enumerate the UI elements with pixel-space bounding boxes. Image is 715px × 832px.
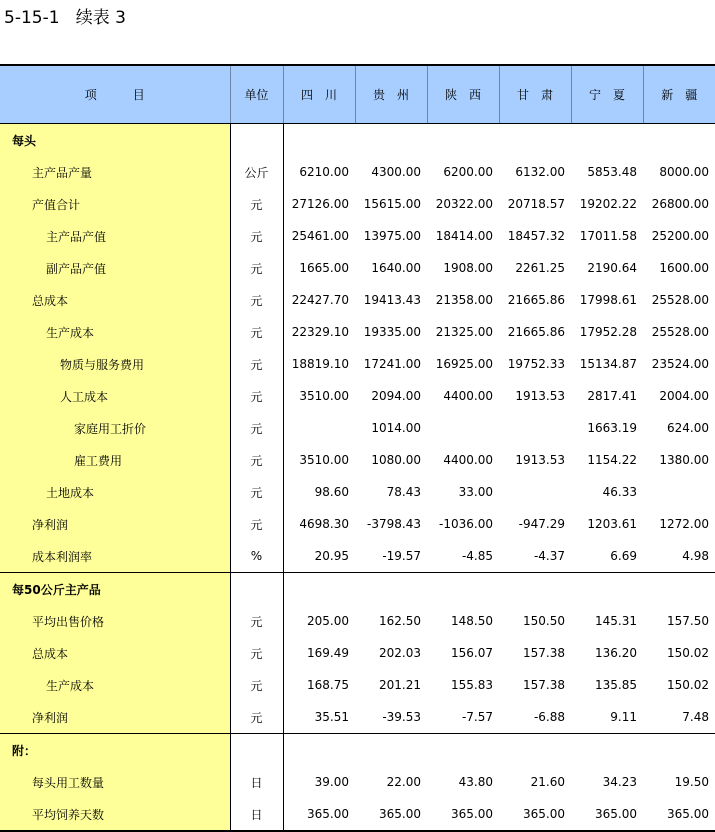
value-cell	[643, 124, 715, 157]
value-cell: 20322.00	[435, 197, 493, 211]
value-cell: 202.03	[379, 646, 421, 660]
header-ningxia: 宁 夏	[571, 65, 643, 124]
value-cell: 365.00	[499, 798, 571, 831]
value-cell	[499, 124, 571, 157]
row-unit: 元	[230, 637, 283, 669]
value-cell: 34.23	[602, 775, 637, 789]
row-unit	[230, 573, 283, 606]
row-label: 家庭用工折价	[0, 412, 230, 444]
row-unit: 元	[230, 444, 283, 476]
row-label: 每头用工数量	[0, 766, 230, 798]
value-cell: 2817.41	[587, 389, 637, 403]
row-unit: 元	[230, 348, 283, 380]
value-cell: 43.80	[458, 775, 493, 789]
header-sichuan: 四 川	[283, 65, 355, 124]
value-cell: 145.31	[595, 614, 637, 628]
table-title: 5-15-1 续表 3	[4, 8, 126, 28]
value-cell: 2094.00	[371, 389, 421, 403]
value-cell: 19202.22	[579, 197, 637, 211]
value-cell	[427, 734, 499, 767]
table-row	[0, 476, 715, 508]
table-row	[0, 444, 715, 476]
table-row	[0, 412, 715, 444]
value-cell	[499, 476, 571, 508]
value-cell: 20718.57	[507, 197, 565, 211]
value-cell	[283, 734, 355, 767]
row-unit: 元	[230, 252, 283, 284]
table-row	[0, 380, 715, 412]
value-cell: -19.57	[382, 549, 421, 563]
table-row	[0, 605, 715, 637]
table-row	[0, 348, 715, 380]
value-cell: 1908.00	[443, 261, 493, 275]
row-unit: 元	[230, 316, 283, 348]
value-cell: 155.83	[451, 678, 493, 692]
value-cell: 156.07	[451, 646, 493, 660]
value-cell: 4698.30	[299, 517, 349, 531]
value-cell: 21.60	[530, 775, 565, 789]
value-cell: 5853.48	[587, 165, 637, 179]
data-table	[0, 64, 715, 832]
table-row	[0, 766, 715, 798]
value-cell: 21325.00	[435, 325, 493, 339]
value-cell: 1154.22	[587, 453, 637, 467]
value-cell: 157.50	[667, 614, 709, 628]
value-cell: 22.00	[386, 775, 421, 789]
row-unit: 元	[230, 508, 283, 540]
value-cell: 6132.00	[515, 165, 565, 179]
value-cell: 21665.86	[507, 325, 565, 339]
section-row	[0, 573, 715, 606]
value-cell: 168.75	[307, 678, 349, 692]
value-cell	[427, 573, 499, 606]
row-unit: 元	[230, 669, 283, 701]
row-unit	[230, 124, 283, 157]
row-unit	[230, 734, 283, 767]
value-cell: -39.53	[382, 710, 421, 724]
value-cell: 162.50	[379, 614, 421, 628]
value-cell	[499, 412, 571, 444]
value-cell: 17011.58	[579, 229, 637, 243]
row-label: 土地成本	[0, 476, 230, 508]
value-cell: 4400.00	[443, 389, 493, 403]
value-cell: -7.57	[461, 710, 493, 724]
value-cell: -3798.43	[367, 517, 421, 531]
row-unit: 日	[230, 798, 283, 831]
value-cell: 365.00	[283, 798, 355, 831]
value-cell: 18457.32	[507, 229, 565, 243]
value-cell: -947.29	[518, 517, 565, 531]
row-unit: 元	[230, 412, 283, 444]
value-cell: 1913.53	[515, 453, 565, 467]
value-cell	[571, 734, 643, 767]
value-cell: 136.20	[595, 646, 637, 660]
value-cell: 6200.00	[443, 165, 493, 179]
value-cell	[643, 573, 715, 606]
value-cell: 1665.00	[299, 261, 349, 275]
row-unit: 元	[230, 701, 283, 734]
value-cell: 20.95	[314, 549, 349, 563]
header-shaanxi: 陕 西	[427, 65, 499, 124]
row-unit: 元	[230, 284, 283, 316]
section-row	[0, 734, 715, 767]
value-cell: 365.00	[571, 798, 643, 831]
table-row	[0, 798, 715, 831]
row-label: 雇工费用	[0, 444, 230, 476]
value-cell: 18414.00	[435, 229, 493, 243]
row-unit: 元	[230, 476, 283, 508]
table-row	[0, 637, 715, 669]
value-cell: 3510.00	[299, 389, 349, 403]
row-label: 净利润	[0, 701, 230, 734]
value-cell	[499, 573, 571, 606]
row-unit: 元	[230, 188, 283, 220]
value-cell	[571, 124, 643, 157]
value-cell: 4300.00	[371, 165, 421, 179]
value-cell: 7.48	[682, 710, 709, 724]
value-cell	[355, 573, 427, 606]
value-cell: 33.00	[458, 485, 493, 499]
value-cell: 148.50	[451, 614, 493, 628]
value-cell: 150.02	[667, 646, 709, 660]
table-header	[0, 65, 715, 124]
value-cell: 21358.00	[435, 293, 493, 307]
value-cell	[643, 476, 715, 508]
value-cell: 15615.00	[363, 197, 421, 211]
value-cell: 19413.43	[363, 293, 421, 307]
value-cell: -4.85	[461, 549, 493, 563]
value-cell: 22329.10	[291, 325, 349, 339]
value-cell: 13975.00	[363, 229, 421, 243]
value-cell: 135.85	[595, 678, 637, 692]
header-unit: 单位	[230, 65, 283, 124]
table-row	[0, 669, 715, 701]
value-cell: 27126.00	[291, 197, 349, 211]
value-cell: 1014.00	[371, 421, 421, 435]
row-label: 平均饲养天数	[0, 798, 230, 831]
value-cell: 16925.00	[435, 357, 493, 371]
value-cell: -6.88	[533, 710, 565, 724]
value-cell: 624.00	[667, 421, 709, 435]
value-cell: 169.49	[307, 646, 349, 660]
row-label: 附：	[0, 734, 230, 767]
table-row	[0, 284, 715, 316]
value-cell: 2004.00	[659, 389, 709, 403]
value-cell	[355, 734, 427, 767]
row-label: 总成本	[0, 284, 230, 316]
value-cell: 157.38	[523, 646, 565, 660]
table-row	[0, 220, 715, 252]
header-xinjiang: 新 疆	[643, 65, 715, 124]
value-cell: 4400.00	[443, 453, 493, 467]
value-cell: 39.00	[314, 775, 349, 789]
value-cell: 1080.00	[371, 453, 421, 467]
value-cell: 6210.00	[299, 165, 349, 179]
table-row	[0, 156, 715, 188]
section-row	[0, 124, 715, 157]
value-cell: 26800.00	[651, 197, 709, 211]
value-cell: 17241.00	[363, 357, 421, 371]
table-body	[0, 124, 715, 832]
row-unit: 元	[230, 380, 283, 412]
row-label: 总成本	[0, 637, 230, 669]
value-cell: 1913.53	[515, 389, 565, 403]
value-cell: 1663.19	[587, 421, 637, 435]
value-cell: 8000.00	[659, 165, 709, 179]
header-item: 项 目	[0, 65, 230, 124]
table-row	[0, 701, 715, 734]
value-cell: 365.00	[355, 798, 427, 831]
value-cell: 365.00	[643, 798, 715, 831]
value-cell: 25528.00	[651, 293, 709, 307]
value-cell: 157.38	[523, 678, 565, 692]
row-label: 成本利润率	[0, 540, 230, 573]
row-unit: 元	[230, 605, 283, 637]
value-cell: 19752.33	[507, 357, 565, 371]
row-label: 主产品产值	[0, 220, 230, 252]
table-row	[0, 316, 715, 348]
value-cell: 98.60	[314, 485, 349, 499]
value-cell: 15134.87	[579, 357, 637, 371]
value-cell: 205.00	[307, 614, 349, 628]
row-unit: %	[230, 540, 283, 573]
row-label: 物质与服务费用	[0, 348, 230, 380]
table-row	[0, 508, 715, 540]
value-cell: 3510.00	[299, 453, 349, 467]
value-cell: 6.69	[610, 549, 637, 563]
row-label: 每50公斤主产品	[0, 573, 230, 606]
value-cell	[499, 734, 571, 767]
value-cell	[355, 124, 427, 157]
row-label: 产值合计	[0, 188, 230, 220]
value-cell: -4.37	[533, 549, 565, 563]
table-row	[0, 540, 715, 573]
value-cell: 1272.00	[659, 517, 709, 531]
header-gansu: 甘 肃	[499, 65, 571, 124]
value-cell: 1203.61	[587, 517, 637, 531]
value-cell: 78.43	[386, 485, 421, 499]
value-cell: 4.98	[682, 549, 709, 563]
value-cell	[427, 412, 499, 444]
value-cell: 1600.00	[659, 261, 709, 275]
row-label: 主产品产量	[0, 156, 230, 188]
table-row	[0, 252, 715, 284]
value-cell	[427, 124, 499, 157]
value-cell: 201.21	[379, 678, 421, 692]
value-cell: 1380.00	[659, 453, 709, 467]
value-cell: 1640.00	[371, 261, 421, 275]
value-cell: 25200.00	[651, 229, 709, 243]
header-guizhou: 贵 州	[355, 65, 427, 124]
value-cell	[571, 573, 643, 606]
value-cell: 25461.00	[291, 229, 349, 243]
row-label: 每头	[0, 124, 230, 157]
value-cell: 46.33	[602, 485, 637, 499]
value-cell: 17952.28	[579, 325, 637, 339]
value-cell: 19335.00	[363, 325, 421, 339]
value-cell: 150.50	[523, 614, 565, 628]
value-cell: 25528.00	[651, 325, 709, 339]
value-cell	[643, 734, 715, 767]
value-cell: 22427.70	[291, 293, 349, 307]
value-cell: 365.00	[427, 798, 499, 831]
row-unit: 元	[230, 220, 283, 252]
value-cell: 2261.25	[515, 261, 565, 275]
row-label: 生产成本	[0, 669, 230, 701]
table-row	[0, 188, 715, 220]
value-cell	[283, 124, 355, 157]
value-cell: 23524.00	[651, 357, 709, 371]
row-label: 生产成本	[0, 316, 230, 348]
value-cell: 35.51	[314, 710, 349, 724]
value-cell: 18819.10	[291, 357, 349, 371]
row-unit: 日	[230, 766, 283, 798]
value-cell: 2190.64	[587, 261, 637, 275]
row-label: 平均出售价格	[0, 605, 230, 637]
value-cell	[283, 573, 355, 606]
value-cell: 150.02	[667, 678, 709, 692]
row-unit: 公斤	[230, 156, 283, 188]
value-cell: 19.50	[674, 775, 709, 789]
row-label: 净利润	[0, 508, 230, 540]
value-cell: 9.11	[610, 710, 637, 724]
value-cell: -1036.00	[439, 517, 493, 531]
row-label: 副产品产值	[0, 252, 230, 284]
value-cell	[283, 412, 355, 444]
value-cell: 17998.61	[579, 293, 637, 307]
row-label: 人工成本	[0, 380, 230, 412]
value-cell: 21665.86	[507, 293, 565, 307]
